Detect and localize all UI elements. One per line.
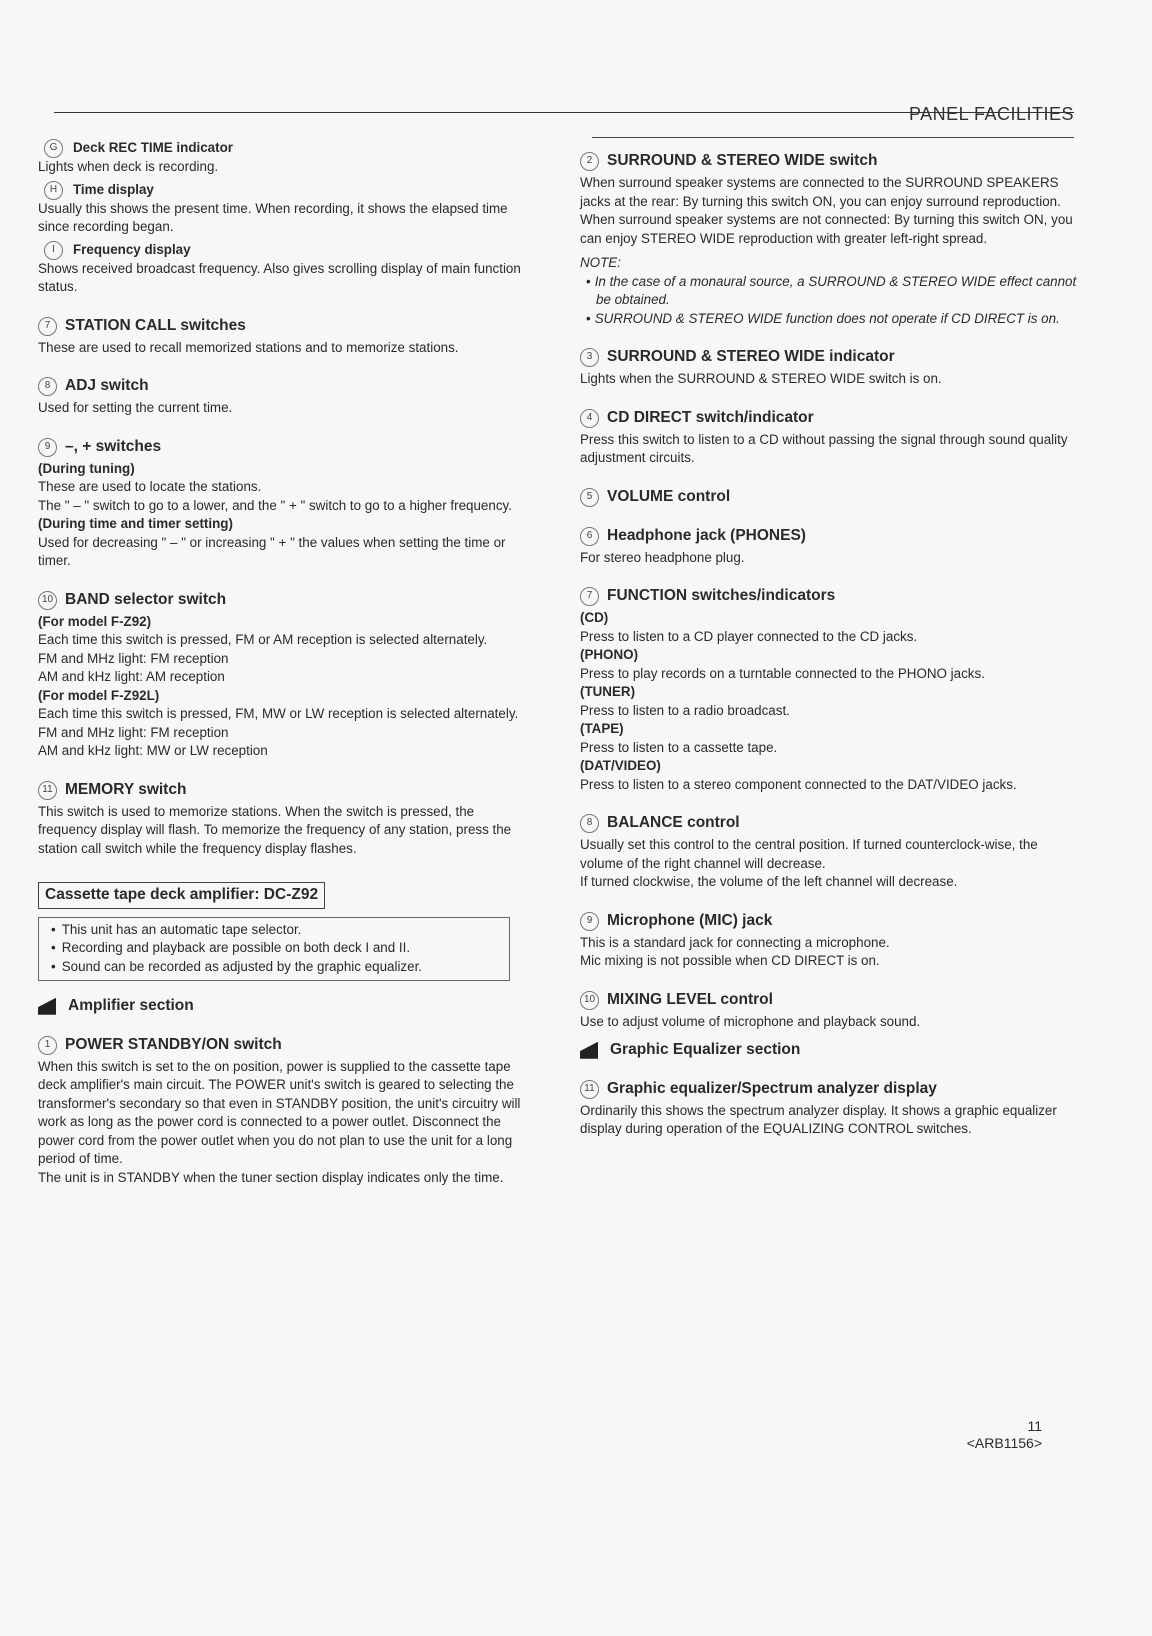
function-title: FUNCTION switches/indicators: [607, 587, 836, 605]
item-number-icon: H: [44, 181, 63, 200]
item-number-icon: 3: [580, 348, 599, 367]
headphone-section: [580, 527, 1080, 568]
body-text: Press to listen to a stereo component connected to the DAT/VIDEO jacks.: [580, 776, 1017, 792]
item-number-icon: 9: [580, 912, 599, 931]
document-code: <ARB1156>: [966, 1435, 1042, 1451]
body-text: FM and MHz light: FM reception: [38, 724, 229, 740]
section-marker-icon: [580, 1042, 598, 1059]
feature-item: • This unit has an automatic tape selector.: [51, 921, 501, 940]
headphone-title: Headphone jack (PHONES): [607, 526, 806, 544]
body-text: Press to listen to a CD player connected to the CD jacks.: [580, 628, 918, 644]
body-text: Ordinarily this shows the spectrum analyzer display. It shows a graphic equalizer display during operation of the EQUALIZING CONTROL switches.: [580, 1102, 1057, 1136]
body-text: Usually set this control to the central position. If turned counterclock-wise, the volume of the right channel will decrease.: [580, 837, 1038, 871]
station-call-title: STATION CALL switches: [65, 316, 246, 334]
item-number-icon: 1: [38, 1036, 57, 1055]
station-call-section: [38, 317, 528, 358]
body-text: Mic mixing is not possible when CD DIRECT is on.: [580, 953, 880, 968]
item-number-icon: 10: [580, 991, 599, 1010]
body-text: The " – " switch to go to a lower, and the " + " switch to go to a higher frequency.: [38, 497, 512, 513]
balance-title: BALANCE control: [607, 814, 740, 832]
graphic-display-section: [580, 1080, 1080, 1139]
item-number-icon: 7: [38, 317, 57, 336]
item-number-icon: G: [44, 139, 63, 158]
item-title: Frequency display: [73, 241, 191, 257]
mixing-section: [580, 991, 1080, 1032]
note-item: • SURROUND & STEREO WIDE function does not operate if CD DIRECT is on.: [580, 310, 1080, 329]
amplifier-section-title: Amplifier section: [68, 997, 194, 1014]
body-text: Press to listen to a radio broadcast.: [580, 702, 790, 718]
item-number-icon: 10: [38, 591, 57, 610]
subheading: (For model F-Z92L): [38, 687, 160, 703]
item-number-icon: 2: [580, 152, 599, 171]
body-text: Press this switch to listen to a CD without passing the signal through sound quality adjustment circuits.: [580, 431, 1068, 465]
memory-section: [38, 781, 528, 859]
volume-section: [580, 488, 1080, 507]
section-marker-icon: [38, 998, 56, 1015]
adj-section: [38, 377, 528, 418]
feature-item: • Sound can be recorded as adjusted by the graphic equalizer.: [51, 958, 501, 977]
subheading: (PHONO): [580, 647, 639, 662]
item-i: [38, 241, 528, 297]
note-label: NOTE:: [580, 255, 621, 270]
mic-section: [580, 912, 1080, 971]
body-text: When surround speaker systems are not connected: By turning this switch ON, you can enjoy STEREO WIDE reproduction with greater left-right spread.: [580, 212, 1073, 246]
surround-switch-section: [580, 152, 1080, 328]
cassette-deck-title-box: Cassette tape deck amplifier: DC-Z92: [38, 882, 325, 909]
item-number-icon: 8: [580, 814, 599, 833]
page-header-title: PANEL FACILITIES: [908, 104, 1074, 124]
right-column: [580, 152, 1080, 1149]
header-rule: [592, 137, 1074, 138]
body-text: Lights when the SURROUND & STEREO WIDE switch is on.: [580, 371, 942, 386]
surround-indicator-section: [580, 348, 1080, 389]
body-text: Press to play records on a turntable connected to the PHONO jacks.: [580, 665, 985, 681]
body-text: For stereo headphone plug.: [580, 549, 745, 565]
surround-indicator-title: SURROUND & STEREO WIDE indicator: [607, 348, 895, 366]
subheading: (TUNER): [580, 684, 636, 699]
body-text: Use to adjust volume of microphone and playback sound.: [580, 1013, 921, 1029]
graphic-title: Graphic equalizer/Spectrum analyzer display: [607, 1079, 937, 1097]
power-section: [38, 1036, 528, 1188]
power-text: When this switch is set to the on position, power is supplied to the cassette tape deck amplifier's main circuit. The POWER unit's switch is geared to selecting the transformer's secondary so that even in STANDBY position, the unit's circuitry will work as long as the power cord is connected to a power outlet. Disconnect the power cord from the power outlet when you do not plan to use the unit for a long period of time.: [38, 1058, 521, 1166]
subheading: (During tuning): [38, 460, 135, 476]
item-number-icon: 7: [580, 587, 599, 606]
item-title: Time display: [73, 181, 154, 197]
subheading: (DAT/VIDEO): [580, 758, 661, 773]
body-text: Each time this switch is pressed, FM or AM reception is selected alternately.: [38, 632, 488, 647]
function-section: [580, 587, 1080, 794]
memory-text: This switch is used to memorize stations. When the switch is pressed, the frequency display will flash. To memorize the frequency of any station, press the station call switch while the frequency display flashes.: [38, 803, 512, 856]
station-call-text: These are used to recall memorized stations and to memorize stations.: [38, 339, 459, 355]
power-title: POWER STANDBY/ON switch: [65, 1035, 282, 1053]
item-number-icon: 11: [38, 781, 57, 800]
band-section: [38, 591, 528, 761]
body-text: Each time this switch is pressed, FM, MW or LW reception is selected alternately.: [38, 706, 519, 721]
body-text: AM and kHz light: MW or LW reception: [38, 743, 268, 758]
feature-item: • Recording and playback are possible on both deck I and II.: [51, 939, 501, 958]
graphic-section-title: Graphic Equalizer section: [610, 1041, 801, 1058]
body-text: FM and MHz light: FM reception: [38, 650, 229, 666]
subheading: (TAPE): [580, 721, 624, 736]
feature-box: [38, 917, 510, 982]
note-list: [580, 273, 1080, 329]
cd-direct-section: [580, 409, 1080, 468]
item-text: Shows received broadcast frequency. Also gives scrolling display of main function status.: [38, 260, 521, 294]
item-g: [38, 139, 528, 177]
minus-plus-title: –, + switches: [65, 437, 162, 455]
item-number-icon: 5: [580, 488, 599, 507]
subheading: (CD): [580, 610, 609, 625]
volume-title: VOLUME control: [607, 487, 731, 505]
item-text: Usually this shows the present time. When recording, it shows the elapsed time since recording began.: [38, 200, 508, 234]
mic-title: Microphone (MIC) jack: [607, 911, 773, 929]
item-number-icon: 11: [580, 1080, 599, 1099]
item-number-icon: I: [44, 241, 63, 260]
balance-section: [580, 814, 1080, 892]
item-text: Lights when deck is recording.: [38, 159, 219, 174]
body-text: If turned clockwise, the volume of the left channel will decrease.: [580, 874, 958, 889]
body-text: AM and kHz light: AM reception: [38, 669, 225, 684]
body-text: Press to listen to a cassette tape.: [580, 739, 778, 755]
body-text: This is a standard jack for connecting a microphone.: [580, 934, 890, 950]
item-number-icon: 8: [38, 377, 57, 396]
note-item: • In the case of a monaural source, a SURROUND & STEREO WIDE effect cannot be obtained.: [580, 273, 1080, 310]
subheading: (For model F-Z92): [38, 613, 152, 629]
adj-title: ADJ switch: [65, 377, 149, 395]
item-number-icon: 9: [38, 438, 57, 457]
memory-title: MEMORY switch: [65, 780, 187, 798]
cd-direct-title: CD DIRECT switch/indicator: [607, 408, 814, 426]
subheading: (During time and timer setting): [38, 516, 233, 531]
graphic-section-heading: [580, 1041, 1080, 1060]
item-number-icon: 6: [580, 527, 599, 546]
body-text: These are used to locate the stations.: [38, 479, 262, 494]
body-text: Used for decreasing " – " or increasing " + " the values when setting the time or timer.: [38, 534, 506, 568]
amplifier-section-heading: [38, 997, 528, 1016]
body-text: When surround speaker systems are connected to the SURROUND SPEAKERS jacks at the rear: By turning this switch ON, you can enjoy surround reproduction.: [580, 175, 1061, 209]
item-h: [38, 181, 528, 237]
item-number-icon: 4: [580, 409, 599, 428]
item-title: Deck REC TIME indicator: [73, 140, 233, 156]
surround-switch-title: SURROUND & STEREO WIDE switch: [607, 152, 878, 170]
power-text: The unit is in STANDBY when the tuner section display indicates only the time.: [38, 1169, 504, 1185]
page-number: 11: [1027, 1418, 1042, 1434]
band-title: BAND selector switch: [65, 590, 227, 608]
mixing-title: MIXING LEVEL control: [607, 990, 773, 1008]
minus-plus-section: [38, 438, 528, 571]
left-column: [38, 139, 528, 1197]
adj-text: Used for setting the current time.: [38, 400, 233, 415]
